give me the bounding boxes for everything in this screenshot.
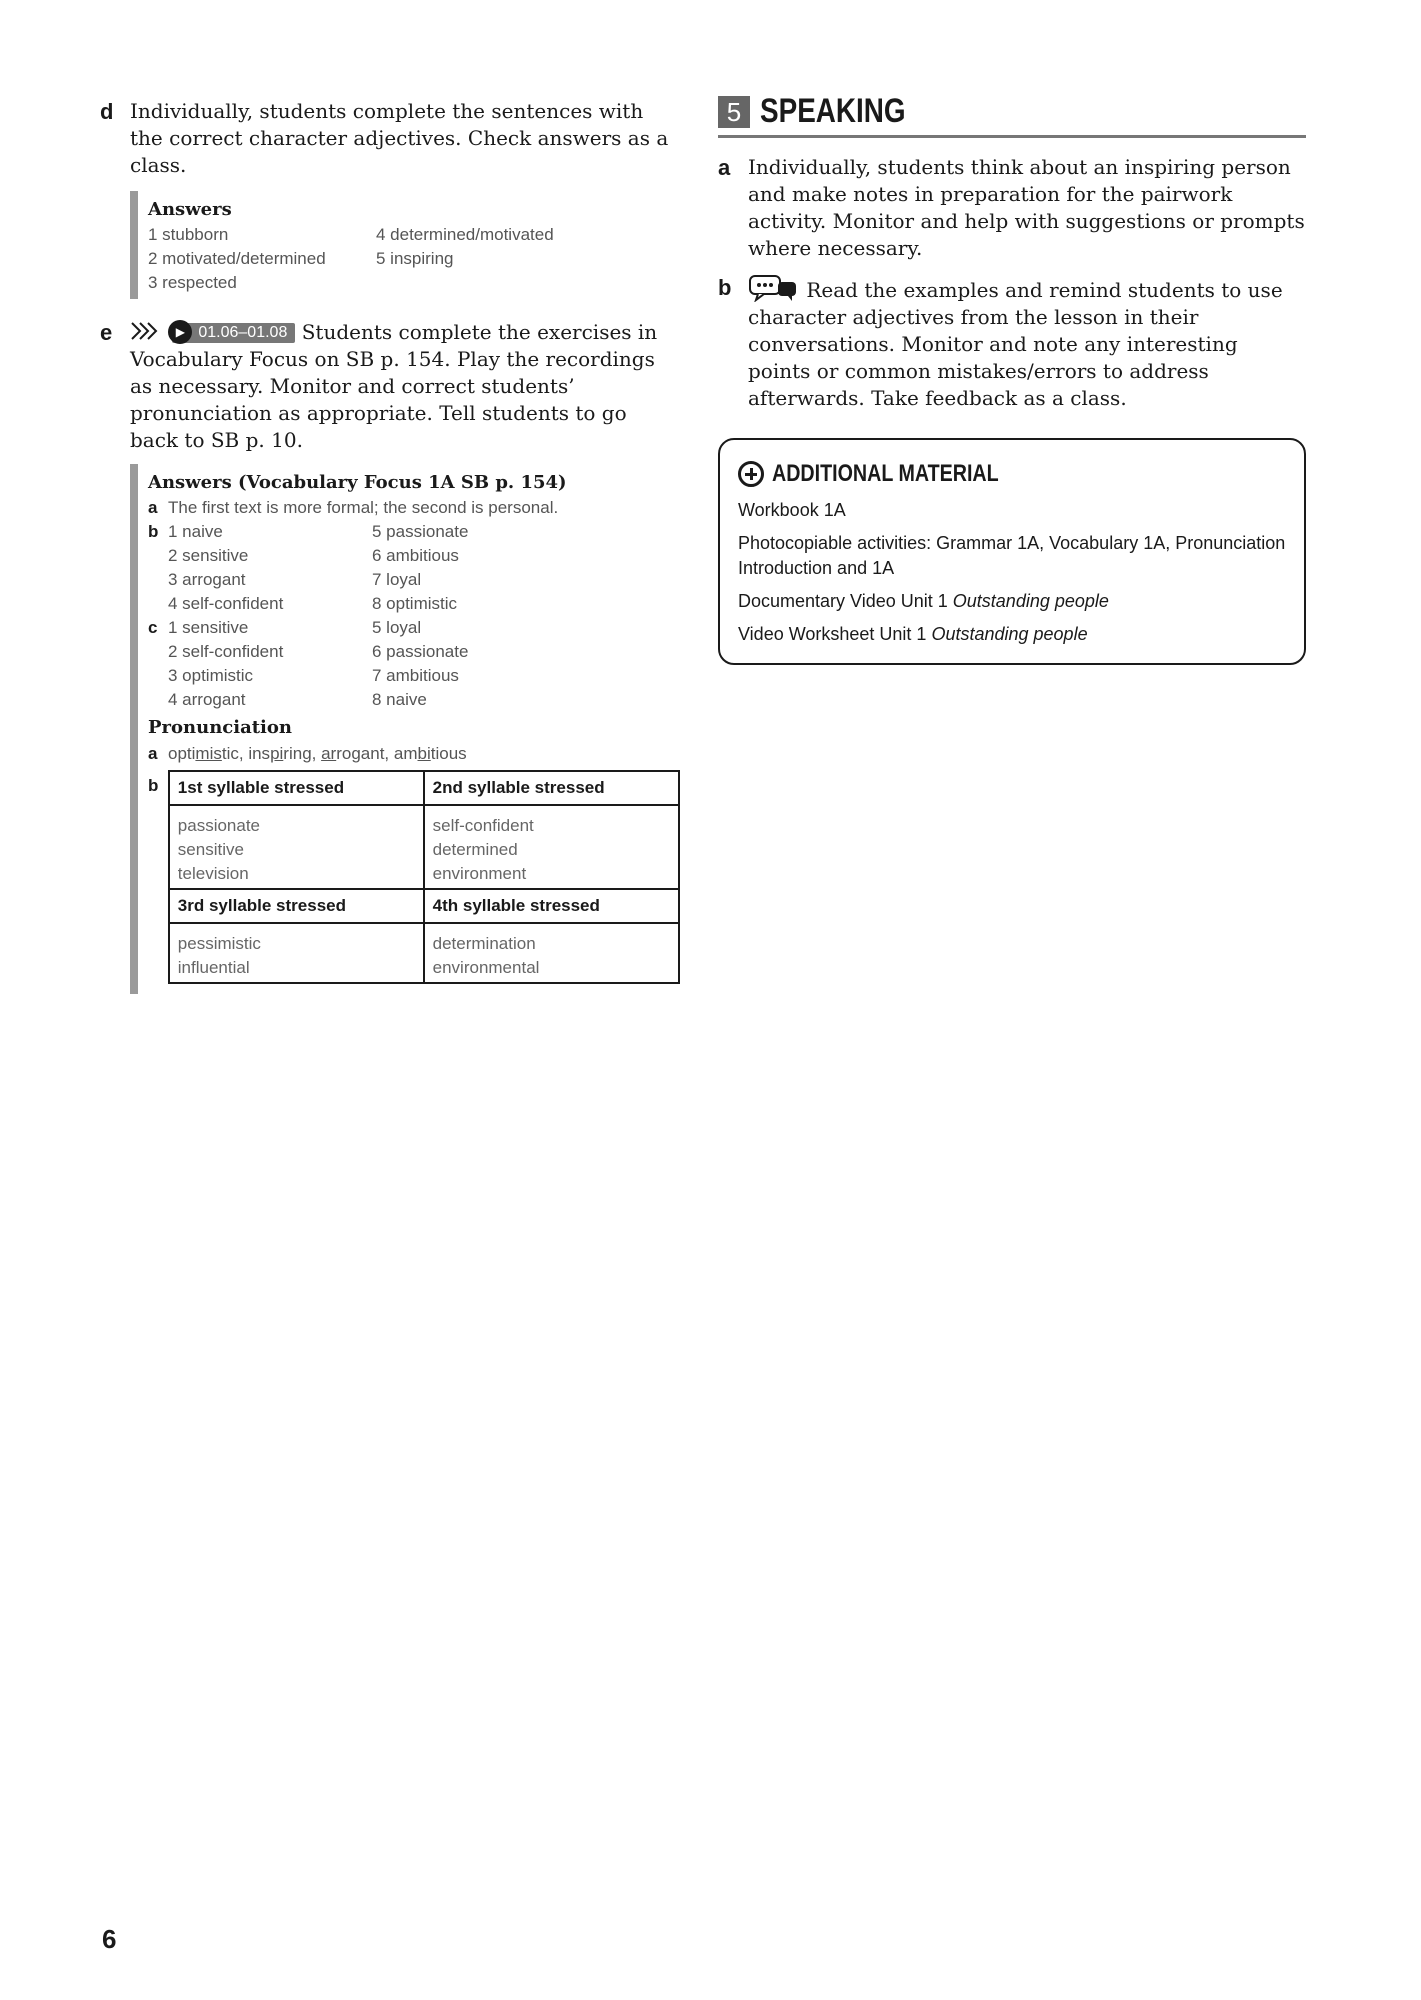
step-letter: d [100, 99, 114, 124]
step-e-text: Students complete the exercises in Vocabulary Focus on SB p. 154. Play the recordings as necessary. Monitor and correct students’ pronunciation as appropriate. Tell students to go back to SB p. 10. [130, 320, 658, 452]
step-e [100, 319, 680, 454]
table-header: 4th syllable stressed [424, 889, 679, 923]
material-item: Video Worksheet Unit 1 Outstanding people [738, 624, 1088, 644]
material-item: Workbook 1A [738, 500, 846, 520]
step-b [718, 274, 1306, 412]
answer-item: 5 inspiring [376, 249, 454, 268]
stressed-syllable: bi [417, 744, 431, 763]
answers-title: Answers (Vocabulary Focus 1A SB p. 154) [148, 472, 567, 493]
answers-list [148, 223, 680, 295]
answer-item: 5 passionate [372, 522, 469, 541]
right-column [718, 92, 1306, 665]
step-letter: b [718, 275, 732, 300]
answer-item [376, 271, 680, 295]
fast-forward-icon [130, 320, 172, 344]
answers-title: Answers [148, 199, 232, 220]
table-cell: self-confident determined environment [424, 805, 679, 889]
answer-item: 1 stubborn [148, 225, 229, 244]
stressed-syllable: ar [321, 744, 337, 763]
answer-item: 6 ambitious [372, 546, 459, 565]
answer-item: 8 optimistic [372, 594, 458, 613]
table-cell: pessimistic influential [169, 923, 424, 983]
answer-label: c [148, 618, 158, 637]
answer-item: 6 passionate [372, 642, 469, 661]
answer-item: 2 sensitive [168, 546, 249, 565]
step-a [718, 154, 1306, 262]
answer-row [148, 544, 680, 568]
answer-row [148, 592, 680, 616]
audio-track-label: 01.06–01.08 [198, 324, 288, 341]
answer-label: a [148, 498, 158, 517]
speech-bubbles-icon [748, 278, 806, 302]
answers-box-d [130, 191, 680, 299]
material-item: Documentary Video Unit 1 Outstanding people [738, 591, 1109, 611]
answer-item: 4 self-confident [168, 594, 284, 613]
answer-item: 2 self-confident [168, 642, 284, 661]
audio-track-badge[interactable] [172, 323, 295, 343]
section-title: SPEAKING [760, 92, 906, 130]
play-icon[interactable]: ▶ [168, 320, 192, 344]
answer-item: 8 naive [372, 690, 427, 709]
answer-item: 1 sensitive [168, 618, 249, 637]
answer-row [148, 664, 680, 688]
additional-material-title: ADDITIONAL MATERIAL [772, 460, 999, 487]
step-letter: a [718, 155, 731, 180]
answer-row [148, 496, 680, 520]
plus-circle-icon [738, 461, 764, 487]
answer-label: a [148, 744, 158, 763]
answer-label: b [148, 776, 159, 795]
answer-row [148, 568, 680, 592]
answer-item: 2 motivated/determined [148, 249, 326, 268]
answer-item: 5 loyal [372, 618, 422, 637]
page-number: 6 [102, 1924, 117, 1954]
pronunciation-a-row [148, 742, 680, 766]
answers-box-e [130, 464, 680, 994]
answer-item: 1 naive [168, 522, 223, 541]
stressed-syllable: pi [270, 744, 284, 763]
answer-text: The first text is more formal; the second is personal. [168, 498, 559, 517]
answer-item: 4 arrogant [168, 690, 246, 709]
answer-row [148, 640, 680, 664]
step-b-text-wrap [748, 274, 1306, 412]
table-cell: determination environmental [424, 923, 679, 983]
table-header: 2nd syllable stressed [424, 771, 679, 805]
answer-item: 3 respected [148, 273, 237, 292]
stressed-syllable: mis [195, 744, 222, 763]
step-letter: e [100, 320, 113, 345]
step-b-text: Read the examples and remind students to use character adjectives from the lesson in their conversations. Monitor and note any interesting points or common mistakes/errors to address afterwards. Take feedback as a class. [748, 278, 1283, 410]
stress-table [168, 770, 680, 984]
material-item: Photocopiable activities: Grammar 1A, Vocabulary 1A, Pronunciation Introduction and 1A [738, 533, 1286, 578]
step-e-text-wrap [130, 319, 680, 454]
section-number: 5 [718, 96, 750, 128]
additional-material-header [738, 460, 1286, 488]
additional-material-box [718, 438, 1306, 665]
answer-row [148, 616, 680, 640]
answer-item: 3 arrogant [168, 570, 246, 589]
answer-item: 7 ambitious [372, 666, 459, 685]
answer-label: b [148, 522, 159, 541]
section-header [718, 92, 1306, 138]
table-header: 1st syllable stressed [169, 771, 424, 805]
left-column [100, 98, 680, 994]
answer-item: 7 loyal [372, 570, 422, 589]
answer-item: 4 determined/motivated [376, 225, 554, 244]
table-header: 3rd syllable stressed [169, 889, 424, 923]
answer-row [148, 688, 680, 712]
pronunciation-b-row [148, 770, 680, 984]
answer-row [148, 520, 680, 544]
answer-item: 3 optimistic [168, 666, 254, 685]
step-a-text: Individually, students think about an inspiring person and make notes in preparation for the pairwork activity. Monitor and help with suggestions or prompts where necessary. [748, 155, 1305, 260]
pronunciation-title: Pronunciation [148, 717, 292, 738]
stress-words: optimistic, inspiring, arrogant, ambitious [168, 744, 467, 763]
step-d [100, 98, 680, 179]
table-cell: passionate sensitive television [169, 805, 424, 889]
step-d-text: Individually, students complete the sentences with the correct character adjectives. Check answers as a class. [130, 99, 669, 177]
